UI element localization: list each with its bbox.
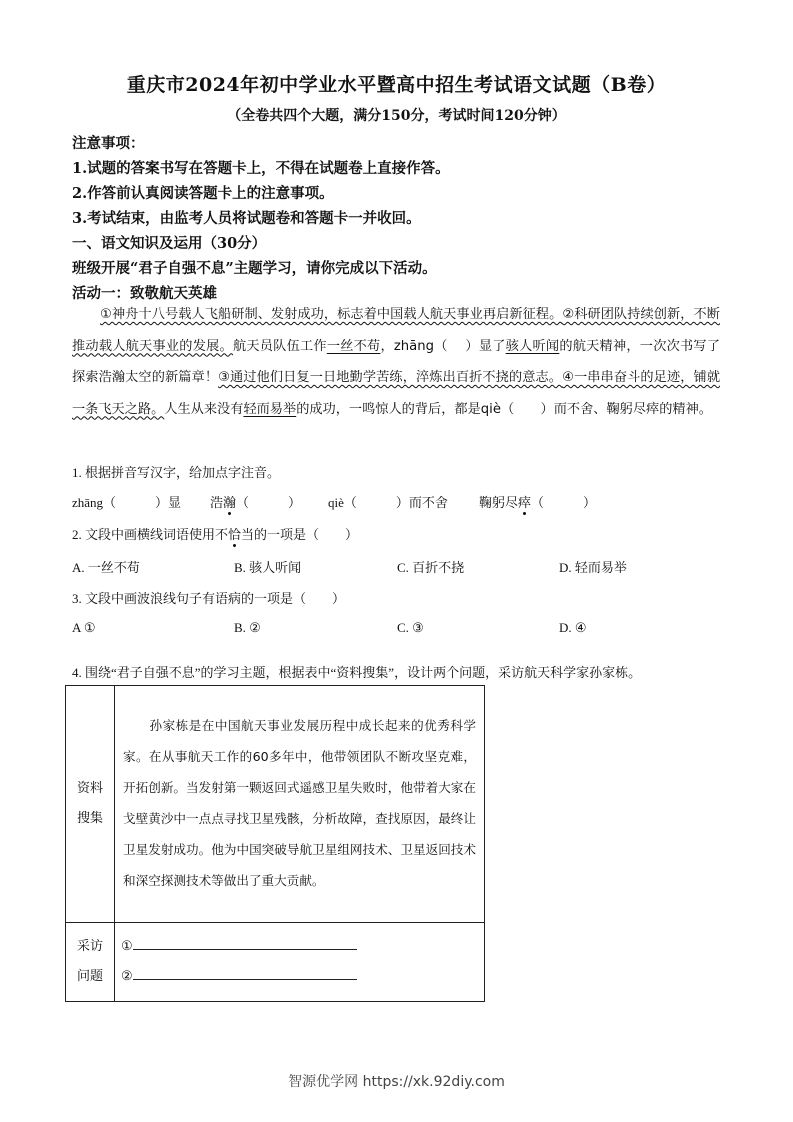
underlined-word-1: 一丝不苟 xyxy=(326,338,381,354)
q3-option-d: D. ④ xyxy=(559,620,587,635)
passage-sentence-1: ①神舟十八号载人飞船研制、发射成功，标志着中国载人航天事业再启新征程。 xyxy=(100,307,563,322)
material-label: 资料 搜集 xyxy=(66,686,115,923)
underlined-word-2: 骇人听闻 xyxy=(505,338,560,354)
passage-sentence-3: ③通过他们日复一日地勤学苦练，淬炼出百折不挠的意志。 xyxy=(218,370,563,385)
questions-label: 采访 问题 xyxy=(66,923,115,1002)
q2-option-c: C. 百折不挠 xyxy=(397,560,465,575)
q1-item-d: 鞠躬尽瘁（ ） xyxy=(479,495,597,510)
notice-item-2: 2.作答前认真阅读答题卡上的注意事项。 xyxy=(72,185,334,202)
notice-item-1: 1.试题的答案书写在答题卡上，不得在试题卷上直接作答。 xyxy=(72,160,450,177)
table-row-material xyxy=(66,686,485,923)
section-intro: 班级开展“君子自强不息”主题学习，请你完成以下活动。 xyxy=(72,260,437,277)
passage-sentence-4: ④一串串奋斗的足迹，铺就一条飞天之路。 xyxy=(72,370,721,417)
answer-blank-1[interactable] xyxy=(133,935,357,950)
passage: ①神舟十八号载人飞船研制、发射成功，标志着中国载人航天事业再启新征程。②科研团队持续创新，不断推动载人航天事业的发展。航天员队伍工作一丝不苟，zhāng（ ）显了骇人听闻的航天精神，一次次书写了探索浩瀚太空的新篇章！③通过他们日复一日地勤学苦练，淬炼出百折不挠的意志。④一串串奋斗的足迹，铺就一条飞天之路。人生从来没有轻而易举的成功，一鸣惊人的背后，都是qiè（ ）而不舍、鞠躬尽瘁的精神。 xyxy=(72,307,721,417)
notice-item-3: 3.考试结束，由监考人员将试题卷和答题卡一并收回。 xyxy=(72,210,421,227)
q1-item-b: 浩瀚（ ） xyxy=(210,495,302,510)
q1-stem: 1. 根据拼音写汉字，给加点字注音。 xyxy=(72,465,281,480)
footer-watermark: 智源优学网 https://xk.92diy.com xyxy=(288,1074,505,1090)
q1-item-a: zhāng（ ）显 xyxy=(72,495,182,510)
table-row-questions xyxy=(66,923,485,1002)
q1-item-c: qiè（ ）而不舍 xyxy=(328,495,448,510)
q2-option-a: A. 一丝不苟 xyxy=(72,560,140,575)
q3-stem: 3. 文段中画波浪线句子有语病的一项是（ ） xyxy=(72,591,346,606)
material-cell: 孙家栋是在中国航天事业发展历程中成长起来的优秀科学家。在从事航天工作的60多年中，他带领团队不断攻坚克难，开拓创新。当发射第一颗返回式遥感卫星失败时，他带着大家在戈壁黄沙中一点点寻找卫星残骸，分析故障，查找原因，最终让卫星发射成功。他为中国突破导航卫星组网技术、卫星返回技术和深空探测技术等做出了重大贡献。 xyxy=(115,686,485,923)
q3-option-b: B. ② xyxy=(234,620,261,635)
exam-title: 重庆市2024年初中学业水平暨高中招生考试语文试题（B卷） xyxy=(126,74,667,96)
exam-subtitle: （全卷共四个大题，满分150分，考试时间120分钟） xyxy=(227,108,566,124)
underlined-word-3: 轻而易举 xyxy=(243,401,297,417)
passage-sentence-2: ②科研团队持续创新，不断推动载人航天事业的发展。 xyxy=(72,307,720,354)
q3-option-c: C. ③ xyxy=(397,620,424,635)
interview-table xyxy=(65,685,485,1002)
q2-stem: 2. 文段中画横线词语使用不恰当的一项是（ ） xyxy=(72,527,359,542)
questions-cell: ① ② xyxy=(115,923,485,1002)
answer-blank-2[interactable] xyxy=(133,965,357,980)
section-heading: 一、语文知识及运用（30分） xyxy=(72,235,267,252)
q3-option-a: A ① xyxy=(72,620,96,635)
activity-heading: 活动一：致敬航天英雄 xyxy=(72,285,217,302)
q4-stem: 4. 围绕“君子自强不息”的学习主题，根据表中“资料搜集”，设计两个问题，采访航天科学家孙家栋。 xyxy=(72,665,642,680)
q2-option-d: D. 轻而易举 xyxy=(559,560,627,575)
q2-option-b: B. 骇人听闻 xyxy=(234,560,302,575)
notice-heading: 注意事项： xyxy=(72,135,145,152)
